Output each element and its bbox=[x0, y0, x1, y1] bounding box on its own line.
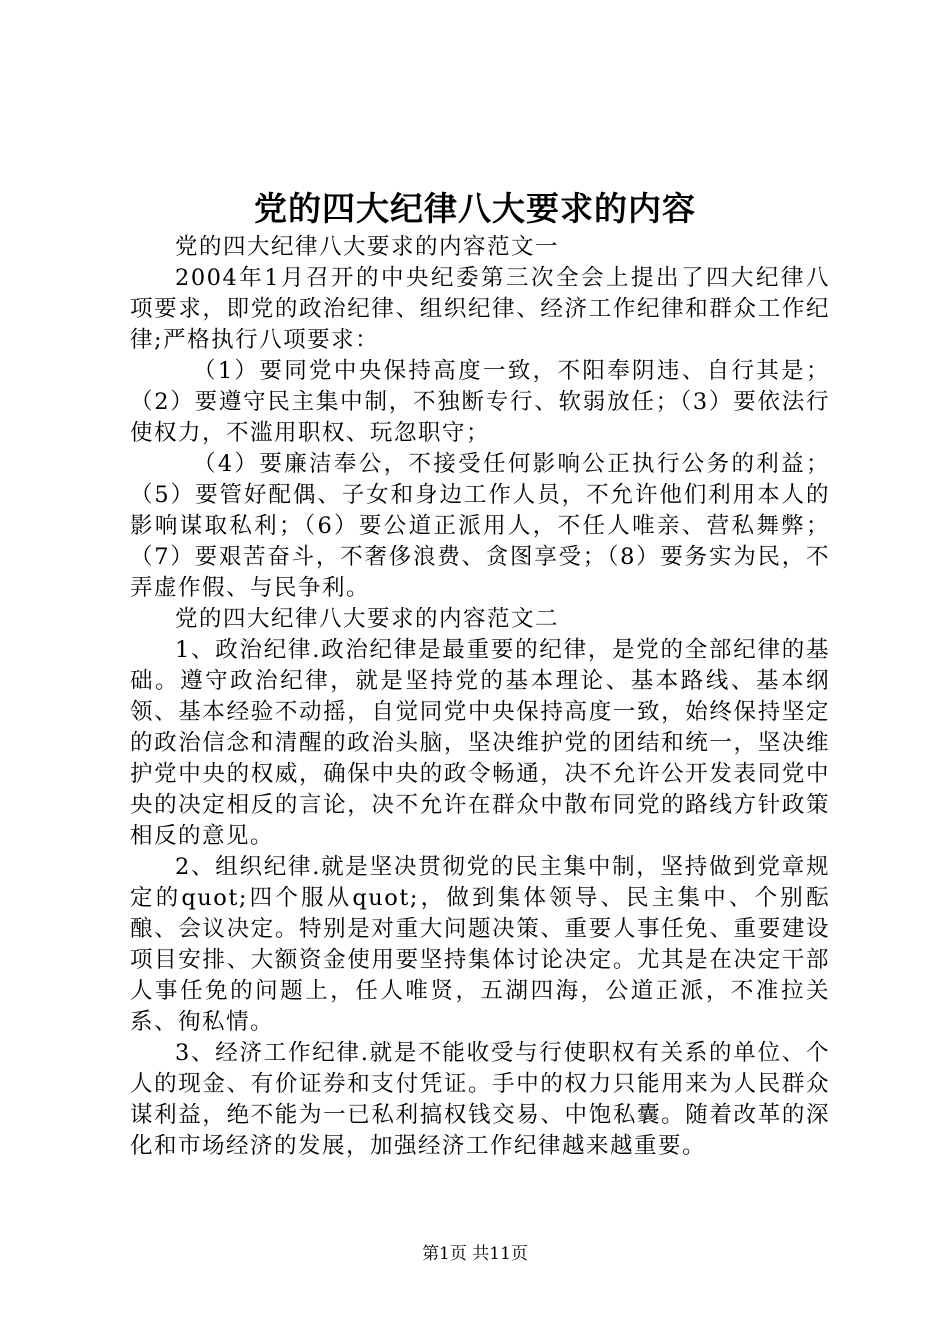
paragraph: 3、经济工作纪律.就是不能收受与行使职权有关系的单位、个人的现金、有价证券和支付凭证。手中的权力只能用来为人民群众谋利益，绝不能为一已私利搞权钱交易、中饱私囊。随着改革的深化和市场经济的发展，加强经济工作纪律越来越重要。 bbox=[130, 1040, 830, 1159]
document-body bbox=[130, 232, 830, 1162]
paragraph: （4）要廉洁奉公，不接受任何影响公正执行公务的利益；（5）要管好配偶、子女和身边工作人员，不允许他们利用本人的影响谋取私利；（6）要公道正派用人，不任人唯亲、营私舞弊；（7）要艰苦奋斗，不奢侈浪费、贪图享受；（8）要务实为民，不弄虚作假、与民争利。 bbox=[130, 451, 830, 601]
paragraph-heading-1: 党的四大纪律八大要求的内容范文一 bbox=[175, 234, 560, 260]
paragraph: 2、组织纪律.就是坚决贯彻党的民主集中制，坚持做到党章规定的quot;四个服从quot;，做到集体领导、民主集中、个别酝酿、会议决定。特别是对重大问题决策、重要人事任免、重要建设项目安排、大额资金使用要坚持集体讨论决定。尤其是在决定干部人事任免的问题上，任人唯贤，五湖四海，公道正派，不准拉关系、徇私情。 bbox=[130, 854, 830, 1035]
page-title: 党的四大纪律八大要求的内容 bbox=[254, 189, 696, 228]
paragraph: （1）要同党中央保持高度一致，不阳奉阴违、自行其是；（2）要遵守民主集中制，不独断专行、软弱放任；（3）要依法行使权力，不滥用职权、玩忽职守； bbox=[130, 358, 830, 446]
paragraph: 1、政治纪律.政治纪律是最重要的纪律，是党的全部纪律的基础。遵守政治纪律，就是坚持党的基本理论、基本路线、基本纲领、基本经验不动摇，自觉同党中央保持高度一致，始终保持坚定的政治信念和清醒的政治头脑，坚决维护党的团结和统一，坚决维护党中央的权威，确保中央的政令畅通，决不允许公开发表同党中央的决定相反的言论，决不允许在群众中散布同党的路线方针政策相反的意见。 bbox=[130, 637, 830, 849]
page-footer: 第1页 共11页 bbox=[422, 1244, 528, 1264]
paragraph: 2004年1月召开的中央纪委第三次全会上提出了四大纪律八项要求，即党的政治纪律、组织纪律、经济工作纪律和群众工作纪律;严格执行八项要求： bbox=[130, 265, 830, 353]
paragraph-heading-2: 党的四大纪律八大要求的内容范文二 bbox=[175, 606, 560, 632]
